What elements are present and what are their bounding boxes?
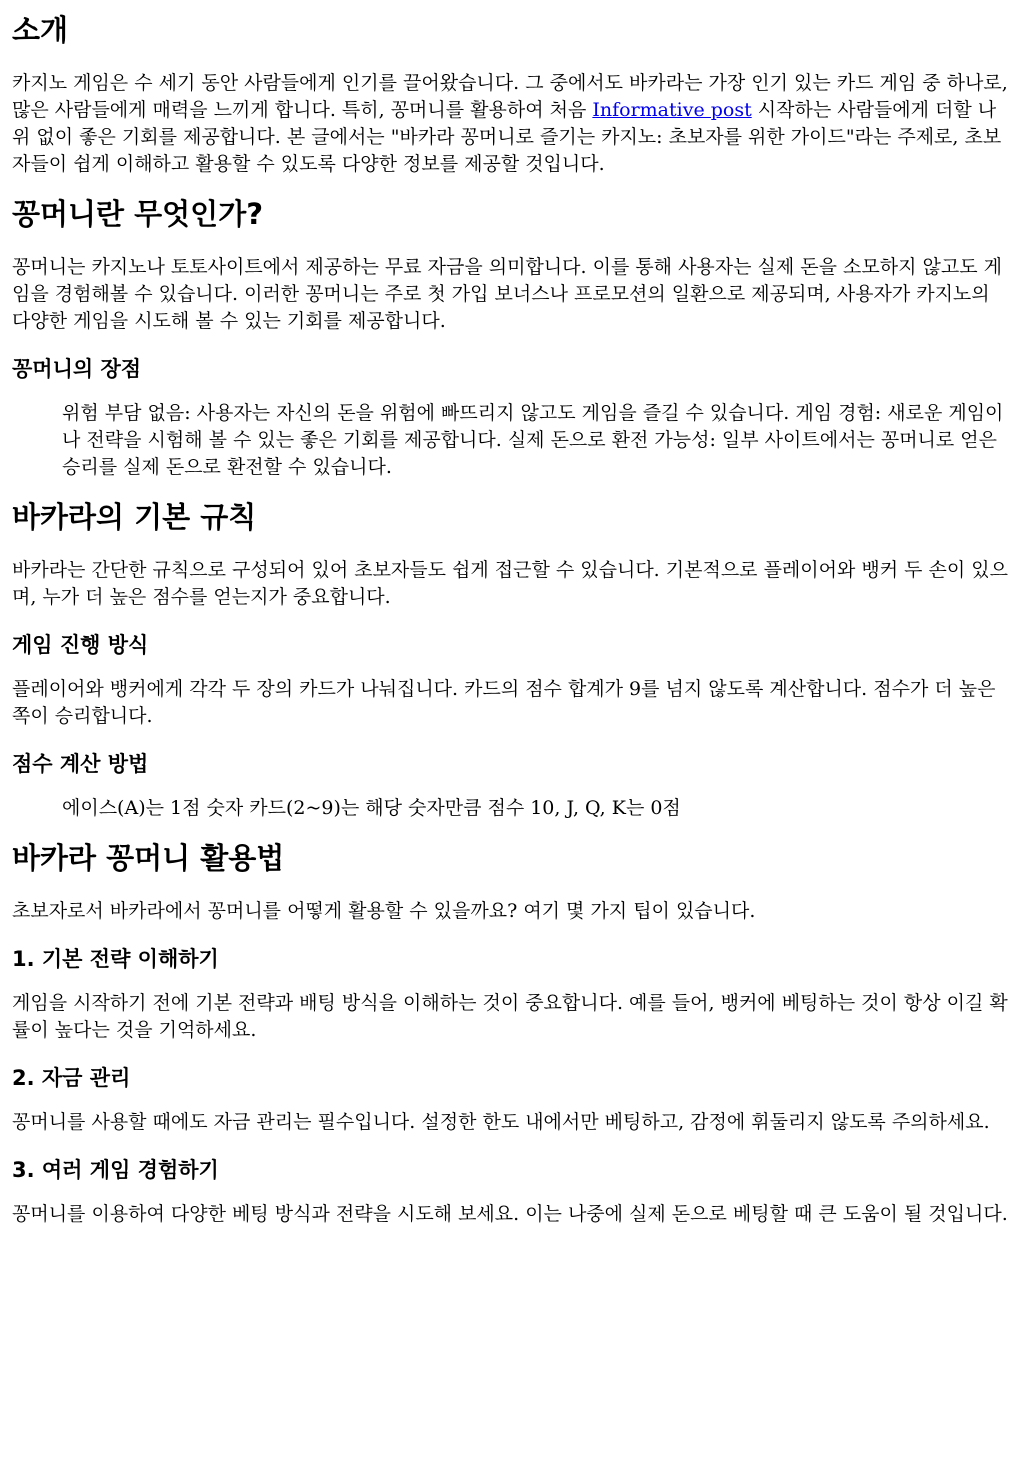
section-heading-what-is: 꽁머니란 무엇인가? xyxy=(12,197,264,231)
subheading-gameplay: 게임 진행 방식 xyxy=(12,633,149,657)
subheading-advantages: 꽁머니의 장점 xyxy=(12,357,142,381)
intro-text-after-link: 시작하는 사람들에게 더할 나위 없이 좋은 기회를 제공합니다. 본 글에서는 "바카라 꽁머니로 즐기는 카지노: 초보자를 위한 가이드"라는 주제로, 초보자들이 쉽게 이해하고 활용할 수 있도록 다양한 정보를 제공할 것입니다. xyxy=(12,99,1002,175)
section-heading-rules: 바카라의 기본 규칙 xyxy=(12,500,257,534)
advantages-quote: 위험 부담 없음: 사용자는 자신의 돈을 위험에 빠뜨리지 않고도 게임을 즐길 수 있습니다. 게임 경험: 새로운 게임이나 전략을 시험해 볼 수 있는 좋은 기회를 제공합니다. 실제 돈으로 환전 가능성: 일부 사이트에서는 꽁머니로 얻은 승리를 실제 돈으로 환전할 수 있습니다. xyxy=(62,402,1004,478)
intro-paragraph xyxy=(12,70,1012,178)
what-is-paragraph: 꽁머니는 카지노나 토토사이트에서 제공하는 무료 자금을 의미합니다. 이를 통해 사용자는 실제 돈을 소모하지 않고도 게임을 경험해볼 수 있습니다. 이러한 꽁머니는 주로 첫 가입 보너스나 프로모션의 일환으로 제공되며, 사용자가 카지노의 다양한 게임을 시도해 볼 수 있는 기회를 제공합니다. xyxy=(12,256,1002,332)
informative-post-link[interactable]: Informative post xyxy=(592,99,752,121)
tip-title: 3. 여러 게임 경험하기 xyxy=(12,1158,219,1182)
tip-text: 꽁머니를 사용할 때에도 자금 관리는 필수입니다. 설정한 한도 내에서만 베팅하고, 감정에 휘둘리지 않도록 주의하세요. xyxy=(12,1111,990,1133)
gameplay-paragraph: 플레이어와 뱅커에게 각각 두 장의 카드가 나눠집니다. 카드의 점수 합계가 9를 넘지 않도록 계산합니다. 점수가 더 높은 쪽이 승리합니다. xyxy=(12,678,996,727)
scoring-quote: 에이스(A)는 1점 숫자 카드(2~9)는 해당 숫자만큼 점수 10, J, Q, K는 0점 xyxy=(62,797,681,819)
section-heading-intro: 소개 xyxy=(12,13,69,47)
intro-text-before-link: 카지노 게임은 수 세기 동안 사람들에게 인기를 끌어왔습니다. 그 중에서도 바카라는 가장 인기 있는 카드 게임 중 하나로, 많은 사람들에게 매력을 느끼게 합니다. 특히, 꽁머니를 활용하여 처음 xyxy=(12,72,1008,121)
rules-paragraph: 바카라는 간단한 규칙으로 구성되어 있어 초보자들도 쉽게 접근할 수 있습니다. 기본적으로 플레이어와 뱅커 두 손이 있으며, 누가 더 높은 점수를 얻는지가 중요합니다. xyxy=(12,559,1008,608)
tip-title: 1. 기본 전략 이해하기 xyxy=(12,947,219,971)
tip-title: 2. 자금 관리 xyxy=(12,1066,131,1090)
usage-paragraph: 초보자로서 바카라에서 꽁머니를 어떻게 활용할 수 있을까요? 여기 몇 가지 팁이 있습니다. xyxy=(12,900,756,922)
tip-text: 꽁머니를 이용하여 다양한 베팅 방식과 전략을 시도해 보세요. 이는 나중에 실제 돈으로 베팅할 때 큰 도움이 될 것입니다. xyxy=(12,1203,1008,1225)
article xyxy=(0,12,1024,1228)
subheading-scoring: 점수 계산 방법 xyxy=(12,752,149,776)
tip-text: 게임을 시작하기 전에 기본 전략과 배팅 방식을 이해하는 것이 중요합니다. 예를 들어, 뱅커에 베팅하는 것이 항상 이길 확률이 높다는 것을 기억하세요. xyxy=(12,992,1008,1041)
section-heading-usage: 바카라 꽁머니 활용법 xyxy=(12,841,285,875)
